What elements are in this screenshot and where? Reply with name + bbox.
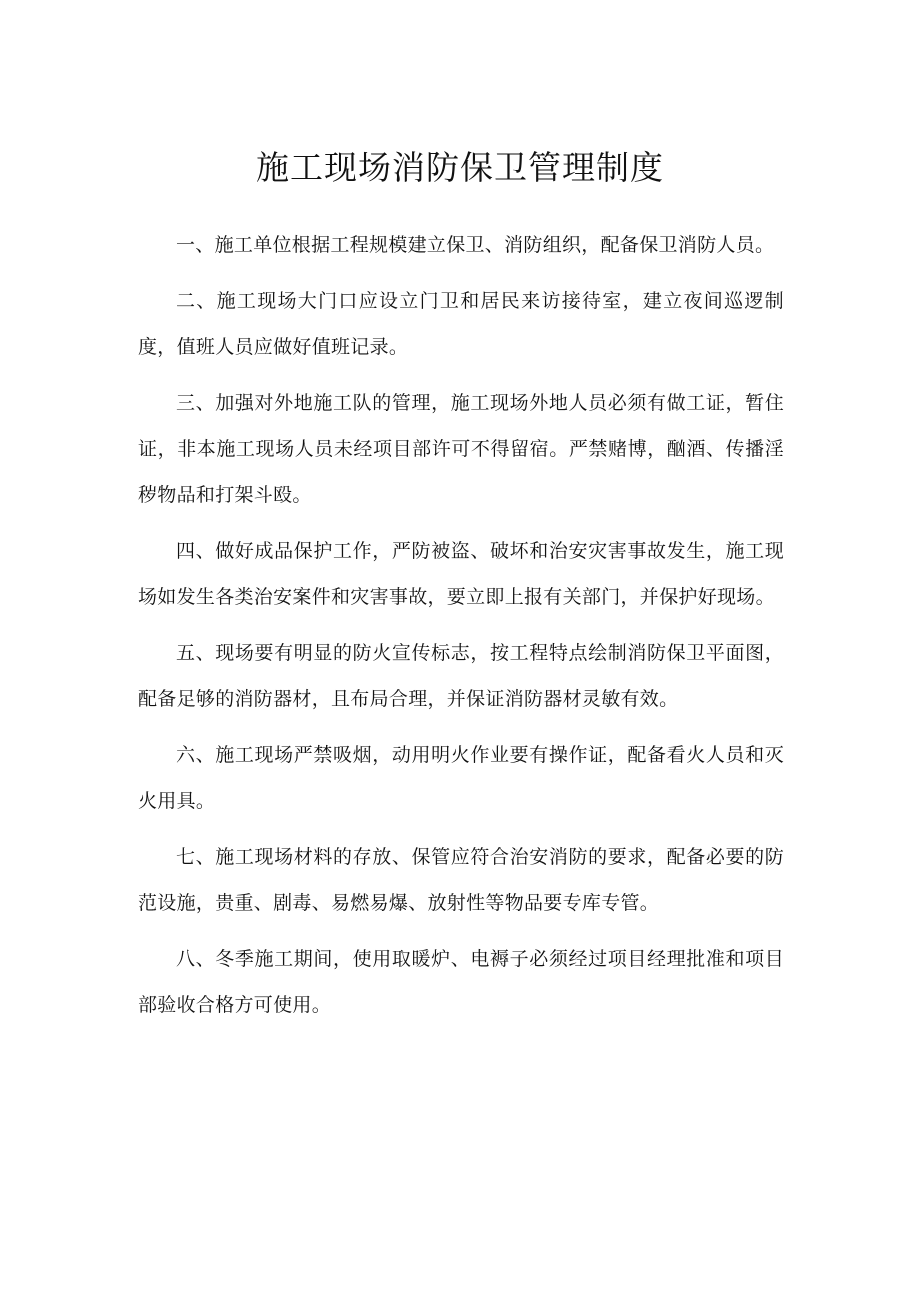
paragraph-4: 四、做好成品保护工作，严防被盗、破坏和治安灾害事故发生，施工现场如发生各类治安案件和灾害事故，要立即上报有关部门，并保护好现场。 <box>138 540 784 608</box>
document-body <box>138 222 784 1038</box>
document-title: 施工现场消防保卫管理制度 <box>256 148 664 187</box>
paragraph-5: 五、现场要有明显的防火宣传标志，按工程特点绘制消防保卫平面图，配备足够的消防器材，且布局合理，并保证消防器材灵敏有效。 <box>138 642 784 710</box>
paragraph-6: 六、施工现场严禁吸烟，动用明火作业要有操作证，配备看火人员和灭火用具。 <box>138 744 784 812</box>
paragraph-1: 一、施工单位根据工程规模建立保卫、消防组织，配备保卫消防人员。 <box>176 234 775 256</box>
paragraph-2: 二、施工现场大门口应设立门卫和居民来访接待室，建立夜间巡逻制度，值班人员应做好值班记录。 <box>138 290 784 358</box>
paragraph-8: 八、冬季施工期间，使用取暖炉、电褥子必须经过项目经理批准和项目部验收合格方可使用。 <box>138 948 784 1016</box>
paragraph-7: 七、施工现场材料的存放、保管应符合治安消防的要求，配备必要的防范设施，贵重、剧毒、易燃易爆、放射性等物品要专库专管。 <box>138 846 784 914</box>
paragraph-3: 三、加强对外地施工队的管理，施工现场外地人员必须有做工证，暂住证，非本施工现场人员未经项目部许可不得留宿。严禁赌博，酗酒、传播淫秽物品和打架斗殴。 <box>138 392 784 506</box>
